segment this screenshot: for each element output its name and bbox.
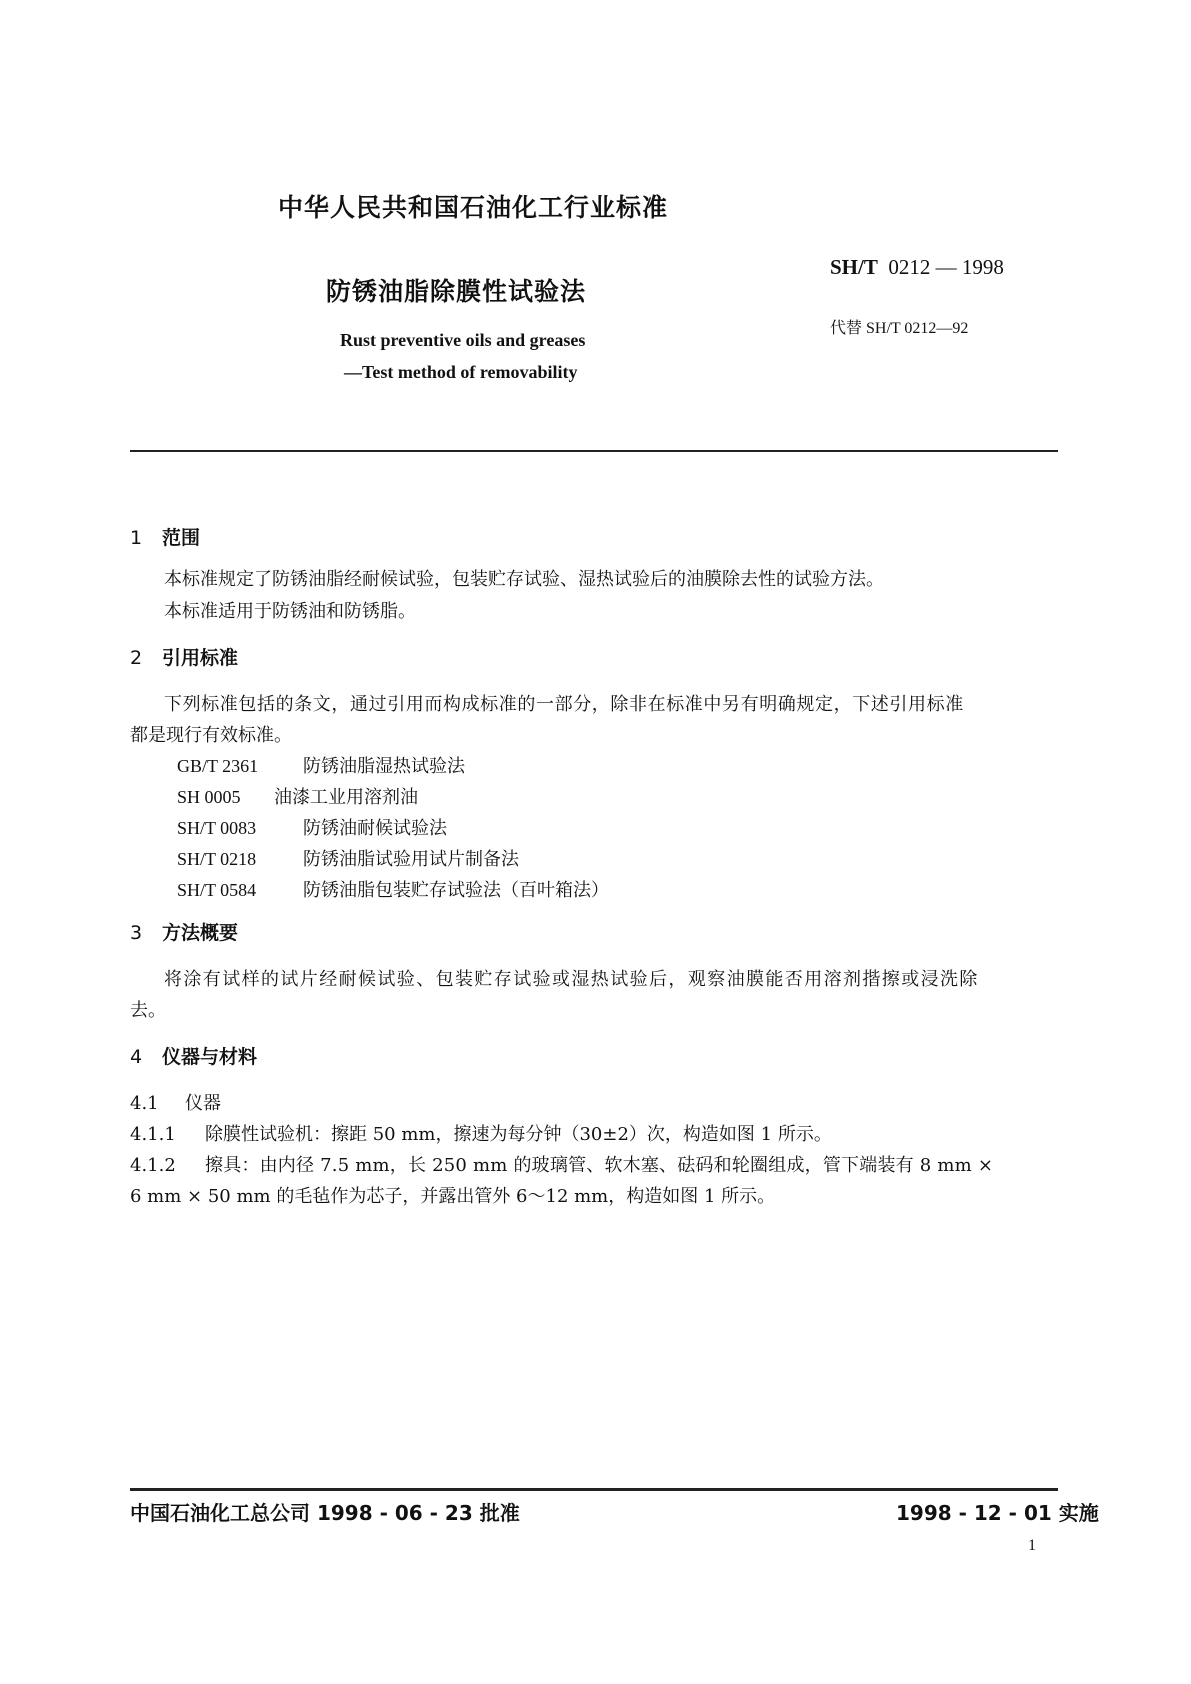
reference-item [177, 876, 609, 902]
standard-prefix: SH/T [830, 255, 878, 279]
section-4-title: 仪器与材料 [162, 1046, 258, 1068]
reference-title: 防锈油脂湿热试验法 [303, 756, 465, 777]
footer-divider [130, 1488, 1058, 1491]
reference-code: GB/T 2361 [177, 756, 259, 776]
reference-item [177, 752, 465, 778]
reference-title: 防锈油脂试验用试片制备法 [303, 849, 519, 870]
section-2-paragraph-line1: 下列标准包括的条文，通过引用而构成标准的一部分，除非在标准中另有明确规定，下述引用标准 [164, 694, 964, 715]
reference-item [177, 845, 519, 871]
page-number: 1 [1028, 1537, 1036, 1554]
section-3-number: 3 [130, 922, 143, 944]
reference-code: SH/T 0083 [177, 818, 257, 838]
section-4-heading [130, 1042, 257, 1069]
section-1-paragraph-2: 本标准适用于防锈油和防锈脂。 [164, 601, 416, 622]
standard-code [830, 255, 1004, 280]
subsection-4-1-2-line1: 擦具：由内径 7.5 mm，长 250 mm 的玻璃管、软木塞、砝码和轮圈组成，管下端装有 8 mm × [205, 1155, 994, 1176]
reference-item [177, 814, 447, 840]
section-2-number: 2 [130, 647, 143, 669]
english-title-line2: —Test method of removability [344, 362, 578, 382]
reference-title: 油漆工业用溶剂油 [274, 787, 418, 808]
approval-statement: 中国石油化工总公司 1998 - 06 - 23 批准 [130, 1501, 520, 1525]
subsection-4-1-number: 4.1 [130, 1093, 159, 1114]
section-2-heading [130, 643, 238, 670]
reference-title: 防锈油脂包装贮存试验法（百叶箱法） [303, 880, 609, 901]
effective-date: 1998 - 12 - 01 实施 [896, 1501, 1099, 1525]
section-1-title: 范围 [162, 527, 201, 549]
section-1-paragraph-1: 本标准规定了防锈油脂经耐候试验，包装贮存试验、湿热试验后的油膜除去性的试验方法。 [164, 569, 884, 590]
subsection-4-1-1-number: 4.1.1 [130, 1124, 176, 1145]
subsection-4-1-2 [130, 1151, 993, 1177]
subsection-4-1-1 [130, 1120, 832, 1146]
subsection-4-1-2-number: 4.1.2 [130, 1155, 176, 1176]
replaces-standard: 代替 SH/T 0212—92 [830, 320, 969, 337]
reference-code: SH 0005 [177, 787, 241, 807]
org-title: 中华人民共和国石油化工行业标准 [278, 193, 669, 222]
section-3-heading [130, 918, 238, 945]
doc-title: 防锈油脂除膜性试验法 [326, 277, 587, 306]
reference-code: SH/T 0218 [177, 849, 257, 869]
section-2-title: 引用标准 [162, 647, 239, 669]
subsection-4-1-title: 仪器 [185, 1093, 221, 1114]
english-title-line1: Rust preventive oils and greases [340, 330, 586, 350]
section-3-paragraph-line2: 去。 [130, 1000, 166, 1021]
reference-title: 防锈油耐候试验法 [303, 818, 447, 839]
reference-item [177, 783, 418, 809]
standard-number: 0212 — 1998 [888, 255, 1004, 279]
subsection-4-1-2-line2: 6 mm × 50 mm 的毛毡作为芯子，并露出管外 6～12 mm，构造如图 1 所示。 [130, 1186, 776, 1207]
section-2-paragraph-line2: 都是现行有效标准。 [130, 725, 292, 746]
subsection-4-1 [130, 1089, 221, 1115]
section-1-number: 1 [130, 527, 143, 549]
section-3-paragraph-line1: 将涂有试样的试片经耐候试验、包装贮存试验或湿热试验后，观察油膜能否用溶剂揩擦或浸洗除 [164, 969, 979, 990]
section-3-title: 方法概要 [162, 922, 239, 944]
reference-code: SH/T 0584 [177, 880, 257, 900]
section-1-heading [130, 523, 200, 550]
subsection-4-1-1-text: 除膜性试验机：擦距 50 mm，擦速为每分钟（30±2）次，构造如图 1 所示。 [205, 1124, 832, 1145]
header-divider [130, 450, 1058, 452]
section-4-number: 4 [130, 1046, 143, 1068]
